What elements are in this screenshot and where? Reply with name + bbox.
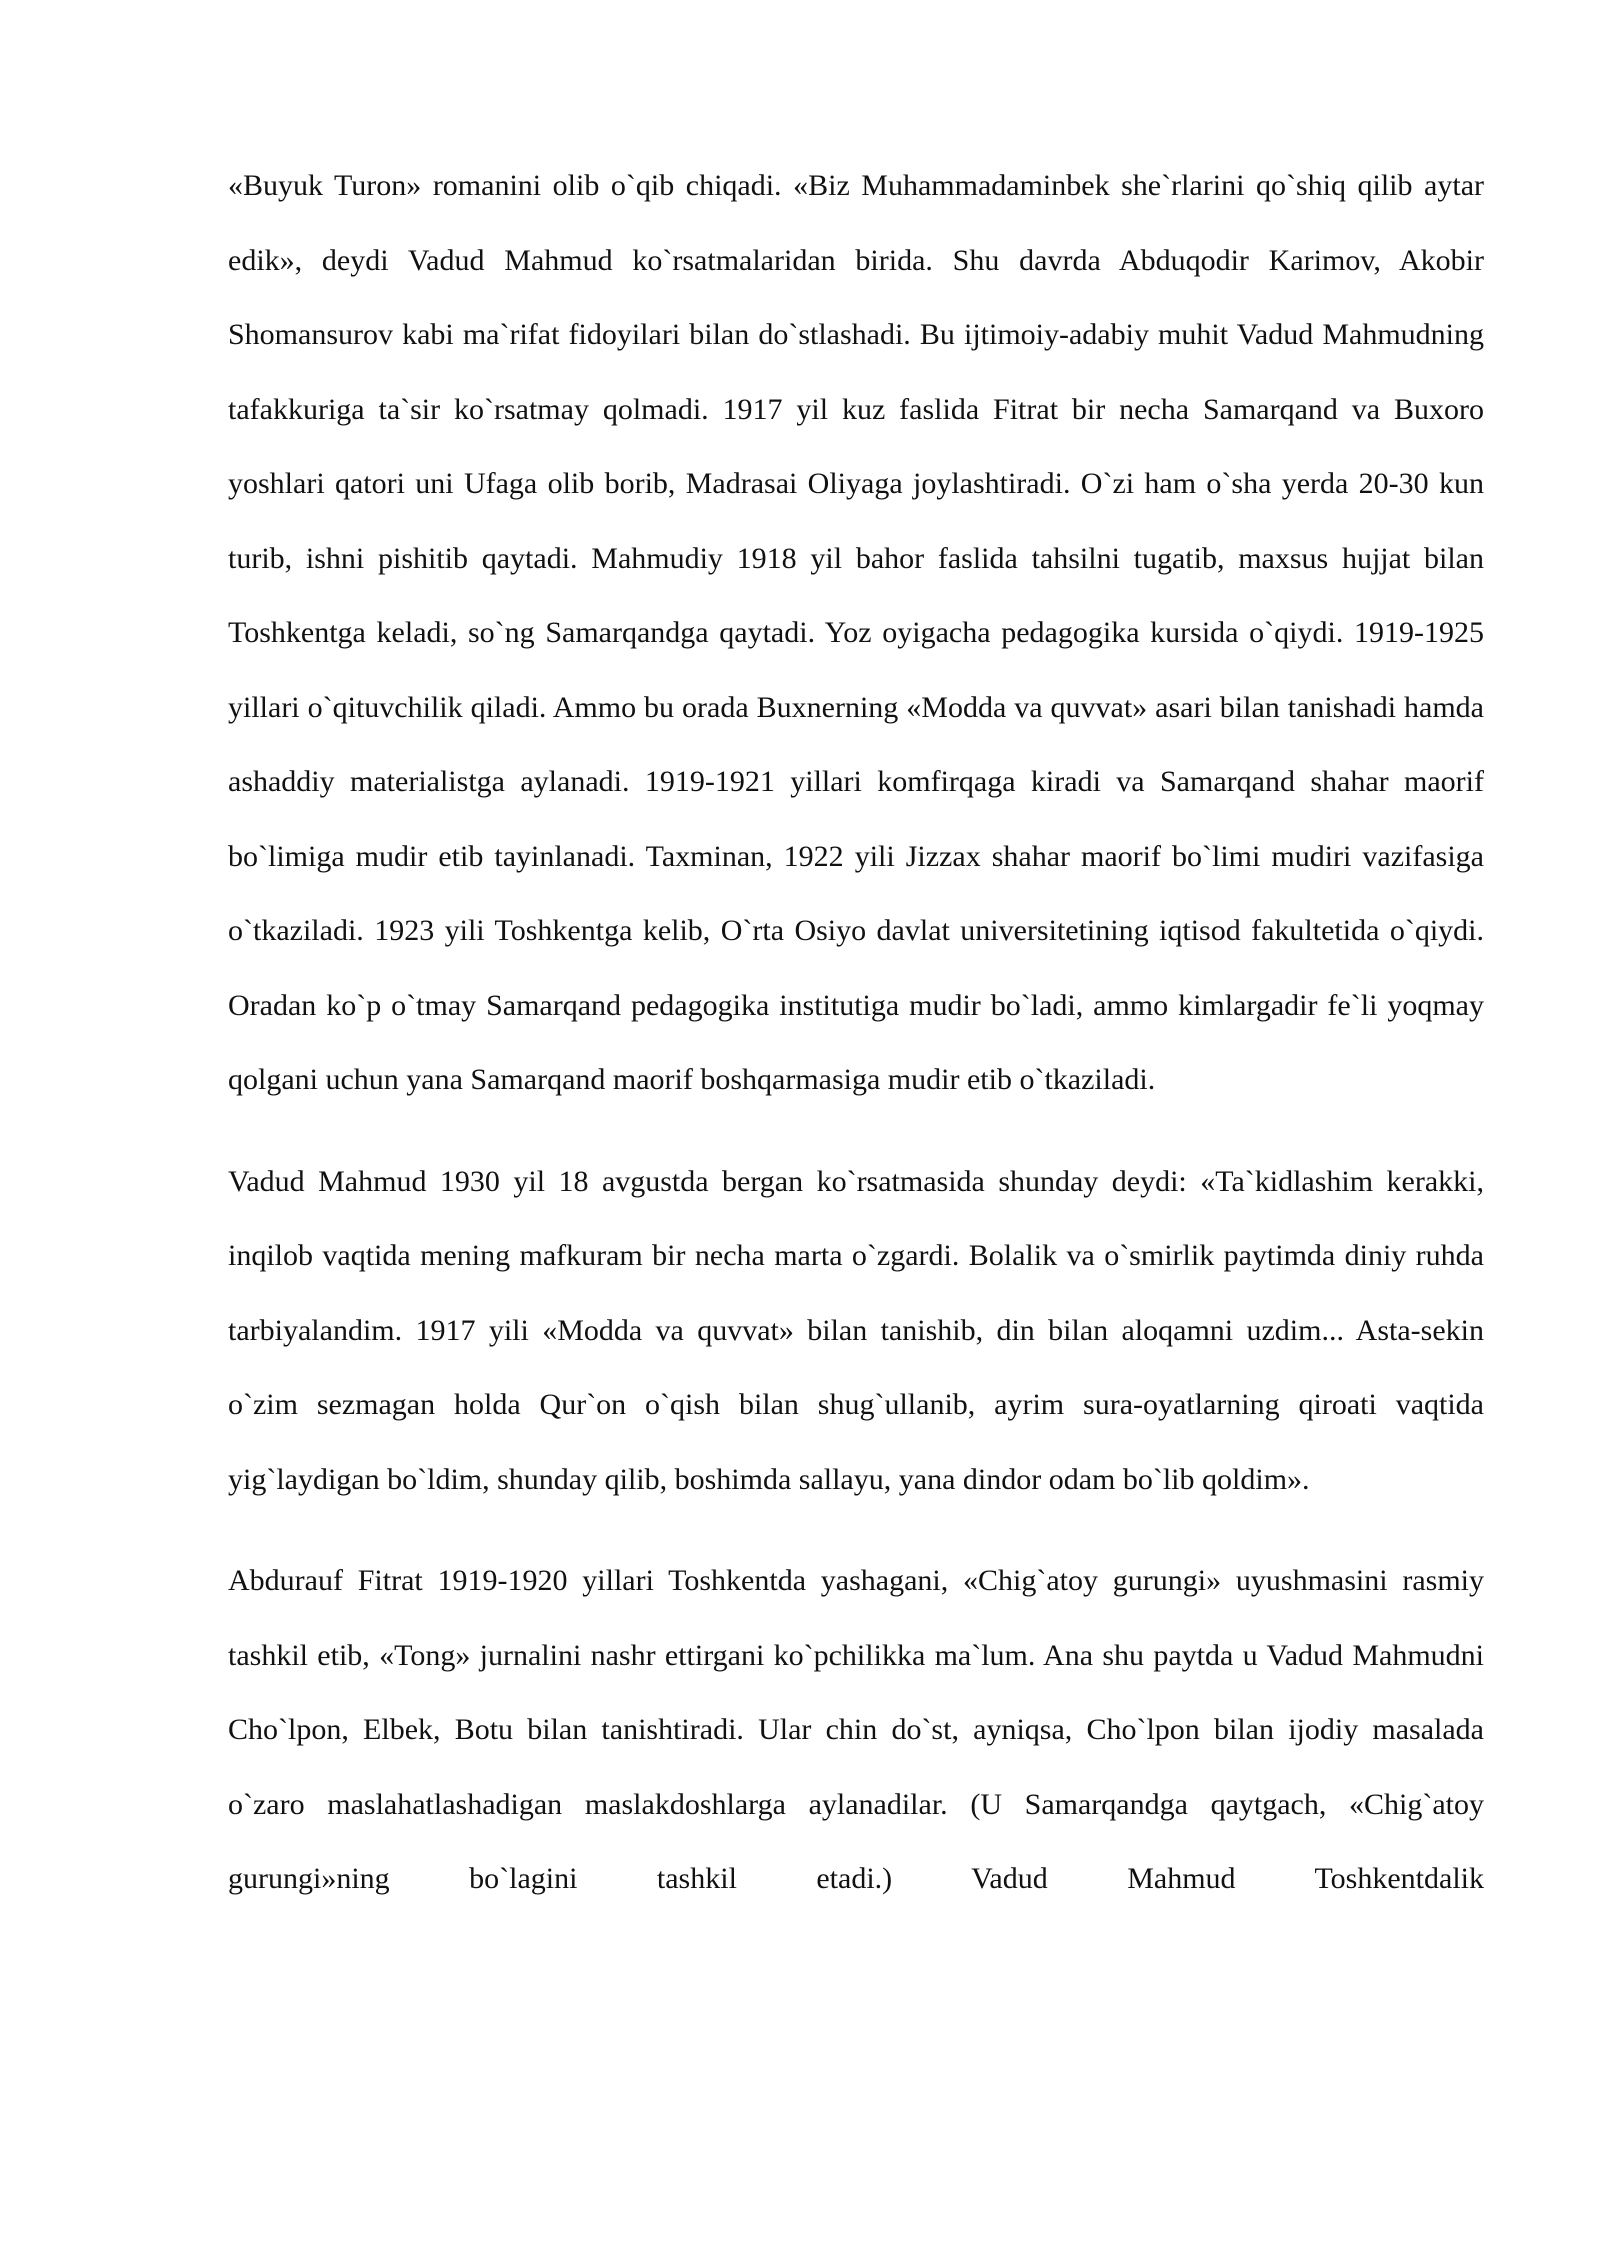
- paragraph-1: «Buyuk Turon» romanini olib o`qib chiqadi. «Biz Muhammadaminbek she`rlarini qo`shiq qilib aytar edik», deydi Vadud Mahmud ko`rsatmalaridan birida. Shu davrda Abduqodir Karimov, Akobir Shomansurov kabi ma`rifat fidoyilari bilan do`stlashadi. Bu ijtimoiy-adabiy muhit Vadud Mahmudning tafakkuriga ta`sir ko`rsatmay qolmadi. 1917 yil kuz faslida Fitrat bir necha Samarqand va Buxoro yoshlari qatori uni Ufaga olib borib, Madrasai Oliyaga joylashtiradi. O`zi ham o`sha yerda 20-30 kun turib, ishni pishitib qaytadi. Mahmudiy 1918 yil bahor faslida tahsilni tugatib, maxsus hujjat bilan Toshkentga keladi, so`ng Samarqandga qaytadi. Yoz oyigacha pedagogika kursida o`qiydi. 1919-1925 yillari o`qituvchilik qiladi. Ammo bu orada Buxnerning «Modda va quvvat» asari bilan tanishadi hamda ashaddiy materialistga aylanadi. 1919-1921 yillari komfirqaga kiradi va Samarqand shahar maorif bo`limiga mudir etib tayinlanadi. Taxminan, 1922 yili Jizzax shahar maorif bo`limi mudiri vazifasiga o`tkaziladi. 1923 yili Toshkentga kelib, O`rta Osiyo davlat universitetining iqtisod fakultetida o`qiydi. Oradan ko`p o`tmay Samarqand pedagogika institutiga mudir bo`ladi, ammo kimlargadir fe`li yoqmay qolgani uchun yana Samarqand maorif boshqarmasiga mudir etib o`tkaziladi.: [228, 169, 1484, 1096]
- body-text: [228, 149, 1484, 1917]
- paragraph-3: Abdurauf Fitrat 1919-1920 yillari Toshkentda yashagani, «Chig`atoy gurungi» uyushmasini rasmiy tashkil etib, «Tong» jurnalini nashr ettirgani ko`pchilikka ma`lum. Ana shu paytda u Vadud Mahmudni Cho`lpon, Elbek, Botu bilan tanishtiradi. Ular chin do`st, ayniqsa, Cho`lpon bilan ijodiy masalada o`zaro maslahatlashadigan maslakdoshlarga aylanadilar. (U Samarqandga qaytgach, «Chig`atoy gurungi»ning bo`lagini tashkil etadi.) Vadud Mahmud Toshkentdalik: [228, 1564, 1484, 1895]
- paragraph-2: Vadud Mahmud 1930 yil 18 avgustda bergan ko`rsatmasida shunday deydi: «Ta`kidlashim kerakki, inqilob vaqtida mening mafkuram bir necha marta o`zgardi. Bolalik va o`smirlik paytimda diniy ruhda tarbiyalandim. 1917 yili «Modda va quvvat» bilan tanishib, din bilan aloqamni uzdim... Asta-sekin o`zim sezmagan holda Qur`on o`qish bilan shug`ullanib, ayrim sura-oyatlarning qiroati vaqtida yig`laydigan bo`ldim, shunday qilib, boshimda sallayu, yana dindor odam bo`lib qoldim».: [228, 1164, 1484, 1496]
